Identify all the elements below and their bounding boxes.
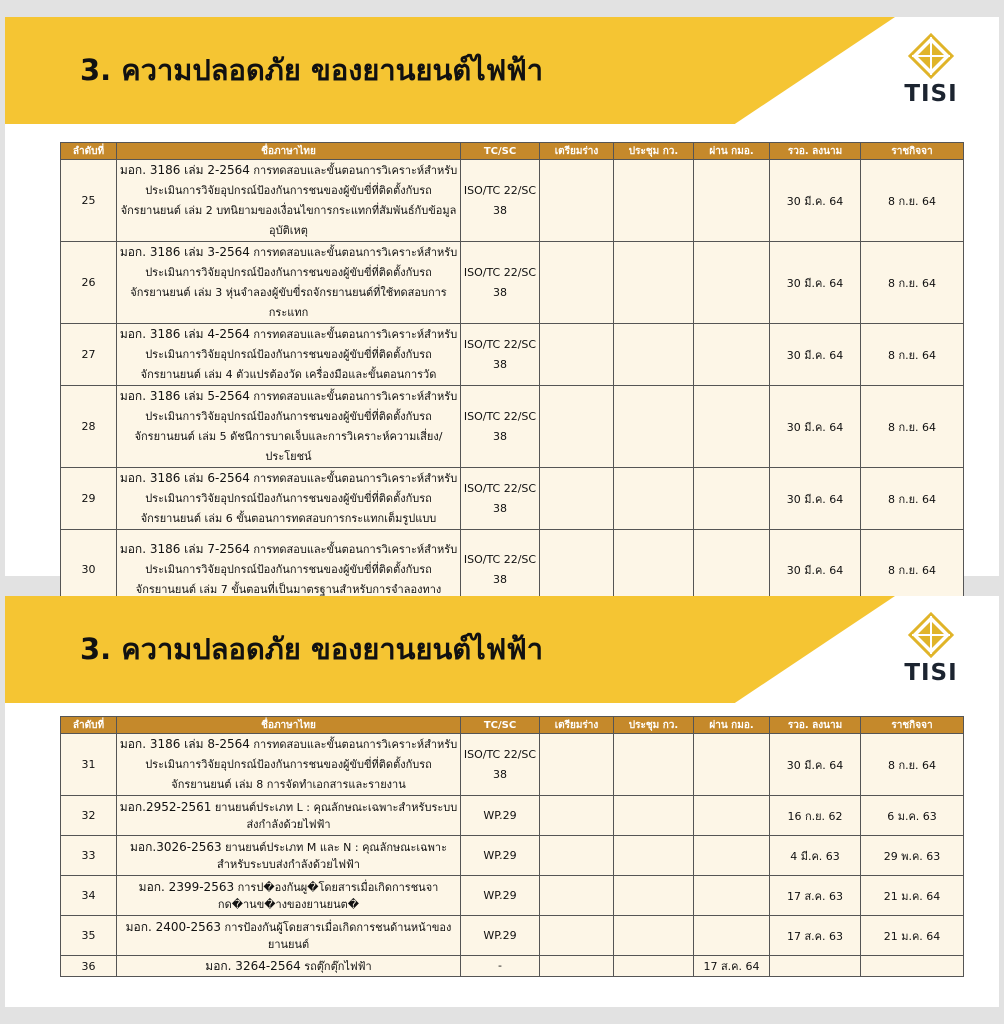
pass-cell <box>694 160 770 242</box>
standard-code: มอก. 3186 เล่ม 3-2564 <box>119 245 250 259</box>
col-meeting-header: ประชุม กว. <box>614 717 694 734</box>
col-prep-header: เตรียมร่าง <box>540 143 614 160</box>
standard-desc: ยานยนต์ประเภท M และ N : คุณลักษณะเฉพาะสำหรับระบบส่งกำลังด้วยไฟฟ้า <box>217 840 447 871</box>
row-number: 36 <box>61 956 117 977</box>
gazette-date: 8 ก.ย. 64 <box>861 386 964 468</box>
tisi-emblem-icon <box>908 612 954 658</box>
row-number: 33 <box>61 836 117 876</box>
pass-cell <box>694 734 770 796</box>
standard-name <box>117 242 461 324</box>
table-row <box>61 956 964 977</box>
pass-cell <box>694 324 770 386</box>
prep-cell <box>540 468 614 530</box>
col-tc-header: TC/SC <box>461 717 540 734</box>
standard-code: มอก. 2400-2563 <box>125 919 222 934</box>
tisi-logo <box>901 612 961 686</box>
col-no-header: ลำดับที่ <box>61 143 117 160</box>
table-row <box>61 876 964 916</box>
col-gazette-header: ราชกิจจา <box>861 143 964 160</box>
standard-desc: รถตุ๊กตุ๊กไฟฟ้า <box>304 959 372 973</box>
tc-sc: ISO/TC 22/SC 38 <box>461 468 540 530</box>
sign-date: 16 ก.ย. 62 <box>770 796 861 836</box>
col-tc-header: TC/SC <box>461 143 540 160</box>
col-prep-header: เตรียมร่าง <box>540 717 614 734</box>
pass-cell <box>694 876 770 916</box>
table-header-row <box>61 143 964 160</box>
meeting-cell <box>614 796 694 836</box>
standard-desc: การทดสอบและขั้นตอนการวิเคราะห์สำหรับประเมินการวิจัยอุปกรณ์ป้องกันการชนของผู้ขับขี่ที่ติดตั้งกับรถจักรยานยนต์ เล่ม 6 ขั้นตอนการทดสอบการกระแทกเต็มรูปแบบ <box>140 472 458 525</box>
tc-sc: WP.29 <box>461 876 540 916</box>
prep-cell <box>540 386 614 468</box>
gazette-date: 6 ม.ค. 63 <box>861 796 964 836</box>
standard-desc: การป�องกันผู�โดยสารเมื่อเกิดการชนจากด�านข�างของยานยนต� <box>217 880 439 911</box>
gazette-date: 8 ก.ย. 64 <box>861 530 964 610</box>
tisi-emblem-icon <box>908 33 954 79</box>
standard-name <box>117 836 461 876</box>
standard-code: มอก. 3186 เล่ม 6-2564 <box>119 471 250 485</box>
sign-date: 17 ส.ค. 63 <box>770 916 861 956</box>
sign-date: 30 มี.ค. 64 <box>770 242 861 324</box>
standard-code: มอก.2952-2561 <box>119 799 212 814</box>
gazette-date: 21 ม.ค. 64 <box>861 916 964 956</box>
slide-2 <box>5 596 999 1007</box>
meeting-cell <box>614 734 694 796</box>
standard-name <box>117 796 461 836</box>
pass-cell <box>694 916 770 956</box>
table-header-row <box>61 717 964 734</box>
tc-sc: ISO/TC 22/SC 38 <box>461 734 540 796</box>
col-name-header: ชื่อภาษาไทย <box>117 717 461 734</box>
row-number: 26 <box>61 242 117 324</box>
col-name-header: ชื่อภาษาไทย <box>117 143 461 160</box>
logo-text: TISI <box>904 81 958 107</box>
pass-cell <box>694 386 770 468</box>
standard-desc: การป้องกันผู้โดยสารเมื่อเกิดการชนด้านหน้าของยานยนต์ <box>224 920 452 951</box>
gazette-date: 8 ก.ย. 64 <box>861 160 964 242</box>
table-row <box>61 160 964 242</box>
col-meeting-header: ประชุม กว. <box>614 143 694 160</box>
prep-cell <box>540 796 614 836</box>
tc-sc: ISO/TC 22/SC 38 <box>461 324 540 386</box>
col-pass-header: ผ่าน กมอ. <box>694 717 770 734</box>
meeting-cell <box>614 160 694 242</box>
tc-sc: ISO/TC 22/SC 38 <box>461 242 540 324</box>
gazette-date: 8 ก.ย. 64 <box>861 734 964 796</box>
row-number: 29 <box>61 468 117 530</box>
meeting-cell <box>614 468 694 530</box>
standard-code: มอก. 3186 เล่ม 5-2564 <box>119 389 250 403</box>
row-number: 25 <box>61 160 117 242</box>
page-title: 3. ความปลอดภัย ของยานยนต์ไฟฟ้า <box>80 632 544 666</box>
standard-name <box>117 734 461 796</box>
sign-date <box>770 956 861 977</box>
standard-desc: การทดสอบและขั้นตอนการวิเคราะห์สำหรับประเมินการวิจัยอุปกรณ์ป้องกันการชนของผู้ขับขี่ที่ติดตั้งกับรถจักรยานยนต์ เล่ม 3 หุ่นจำลองผู้ขับขี่รถจักรยานยนต์ที่ใช้ทดสอบการกระแทก <box>130 246 458 319</box>
gazette-date: 8 ก.ย. 64 <box>861 324 964 386</box>
standard-code: มอก. 3264-2564 <box>205 958 301 973</box>
standards-table <box>60 142 964 610</box>
tc-sc: WP.29 <box>461 916 540 956</box>
table-row <box>61 242 964 324</box>
sign-date: 30 มี.ค. 64 <box>770 530 861 610</box>
row-number: 28 <box>61 386 117 468</box>
standard-name <box>117 386 461 468</box>
prep-cell <box>540 242 614 324</box>
row-number: 32 <box>61 796 117 836</box>
tc-sc: ISO/TC 22/SC 38 <box>461 386 540 468</box>
pass-cell <box>694 468 770 530</box>
standard-desc: การทดสอบและขั้นตอนการวิเคราะห์สำหรับประเมินการวิจัยอุปกรณ์ป้องกันการชนของผู้ขับขี่ที่ติดตั้งกับรถจักรยานยนต์ เล่ม 2 บทนิยามของเงื่อนไขการกระแทกที่สัมพันธ์กับข้อมูลอุบัติเหตุ <box>120 164 458 237</box>
standard-code: มอก.3026-2563 <box>130 839 222 854</box>
sign-date: 30 มี.ค. 64 <box>770 386 861 468</box>
logo-text: TISI <box>904 660 958 686</box>
tisi-logo <box>901 33 961 107</box>
table-row <box>61 836 964 876</box>
gazette-date: 29 พ.ค. 63 <box>861 836 964 876</box>
meeting-cell <box>614 956 694 977</box>
pass-cell: 17 ส.ค. 64 <box>694 956 770 977</box>
gazette-date <box>861 956 964 977</box>
sign-date: 30 มี.ค. 64 <box>770 324 861 386</box>
sign-date: 30 มี.ค. 64 <box>770 468 861 530</box>
standard-name <box>117 876 461 916</box>
row-number: 30 <box>61 530 117 610</box>
standard-name <box>117 468 461 530</box>
standard-code: มอก. 2399-2563 <box>138 879 235 894</box>
pass-cell <box>694 796 770 836</box>
meeting-cell <box>614 876 694 916</box>
meeting-cell <box>614 836 694 876</box>
meeting-cell <box>614 386 694 468</box>
pass-cell <box>694 836 770 876</box>
prep-cell <box>540 876 614 916</box>
row-number: 35 <box>61 916 117 956</box>
sign-date: 30 มี.ค. 64 <box>770 734 861 796</box>
table-row <box>61 796 964 836</box>
standard-name <box>117 324 461 386</box>
row-number: 34 <box>61 876 117 916</box>
col-no-header: ลำดับที่ <box>61 717 117 734</box>
tc-sc: ISO/TC 22/SC 38 <box>461 530 540 610</box>
prep-cell <box>540 734 614 796</box>
standard-desc: การทดสอบและขั้นตอนการวิเคราะห์สำหรับประเมินการวิจัยอุปกรณ์ป้องกันการชนของผู้ขับขี่ที่ติดตั้งกับรถจักรยานยนต์ เล่ม 7 ขั้นตอนที่เป็นมาตรฐานสำหรับการจำลองทาง <box>135 543 458 596</box>
sign-date: 17 ส.ค. 63 <box>770 876 861 916</box>
tc-sc: WP.29 <box>461 796 540 836</box>
prep-cell <box>540 916 614 956</box>
standard-desc: ยานยนต์ประเภท L : คุณลักษณะเฉพาะสำหรับระบบส่งกำลังด้วยไฟฟ้า <box>214 800 458 831</box>
standard-desc: การทดสอบและขั้นตอนการวิเคราะห์สำหรับประเมินการวิจัยอุปกรณ์ป้องกันการชนของผู้ขับขี่ที่ติดตั้งกับรถจักรยานยนต์ เล่ม 5 ดัชนีการบาดเจ็บและการวิเคราะห์ความเสี่ยง/ประโยชน์ <box>134 390 458 463</box>
gazette-date: 8 ก.ย. 64 <box>861 242 964 324</box>
standard-name <box>117 160 461 242</box>
standard-code: มอก. 3186 เล่ม 2-2564 <box>119 163 250 177</box>
pass-cell <box>694 242 770 324</box>
col-pass-header: ผ่าน กมอ. <box>694 143 770 160</box>
col-sign-header: รวอ. ลงนาม <box>770 717 861 734</box>
gazette-date: 8 ก.ย. 64 <box>861 468 964 530</box>
slide-1 <box>5 17 999 596</box>
col-sign-header: รวอ. ลงนาม <box>770 143 861 160</box>
table-row <box>61 468 964 530</box>
prep-cell <box>540 160 614 242</box>
prep-cell <box>540 324 614 386</box>
standard-code: มอก. 3186 เล่ม 4-2564 <box>119 327 250 341</box>
tc-sc: WP.29 <box>461 836 540 876</box>
gazette-date: 21 ม.ค. 64 <box>861 876 964 916</box>
row-number: 27 <box>61 324 117 386</box>
tc-sc: - <box>461 956 540 977</box>
standard-name <box>117 916 461 956</box>
prep-cell <box>540 836 614 876</box>
row-number: 31 <box>61 734 117 796</box>
table-row <box>61 324 964 386</box>
sign-date: 4 มี.ค. 63 <box>770 836 861 876</box>
table-row <box>61 916 964 956</box>
col-gazette-header: ราชกิจจา <box>861 717 964 734</box>
meeting-cell <box>614 916 694 956</box>
table-row <box>61 386 964 468</box>
page-title: 3. ความปลอดภัย ของยานยนต์ไฟฟ้า <box>80 53 544 87</box>
prep-cell <box>540 956 614 977</box>
standard-desc: การทดสอบและขั้นตอนการวิเคราะห์สำหรับประเมินการวิจัยอุปกรณ์ป้องกันการชนของผู้ขับขี่ที่ติดตั้งกับรถจักรยานยนต์ เล่ม 4 ตัวแปรต้องวัด เครื่องมือและขั้นตอนการวัด <box>140 328 458 381</box>
tc-sc: ISO/TC 22/SC 38 <box>461 160 540 242</box>
sign-date: 30 มี.ค. 64 <box>770 160 861 242</box>
standards-table <box>60 716 964 977</box>
meeting-cell <box>614 242 694 324</box>
meeting-cell <box>614 324 694 386</box>
standard-code: มอก. 3186 เล่ม 8-2564 <box>119 737 250 751</box>
table-row <box>61 734 964 796</box>
standard-code: มอก. 3186 เล่ม 7-2564 <box>119 542 250 556</box>
standard-name <box>117 956 461 977</box>
standard-desc: การทดสอบและขั้นตอนการวิเคราะห์สำหรับประเมินการวิจัยอุปกรณ์ป้องกันการชนของผู้ขับขี่ที่ติดตั้งกับรถจักรยานยนต์ เล่ม 8 การจัดทำเอกสารและรายงาน <box>145 738 458 791</box>
